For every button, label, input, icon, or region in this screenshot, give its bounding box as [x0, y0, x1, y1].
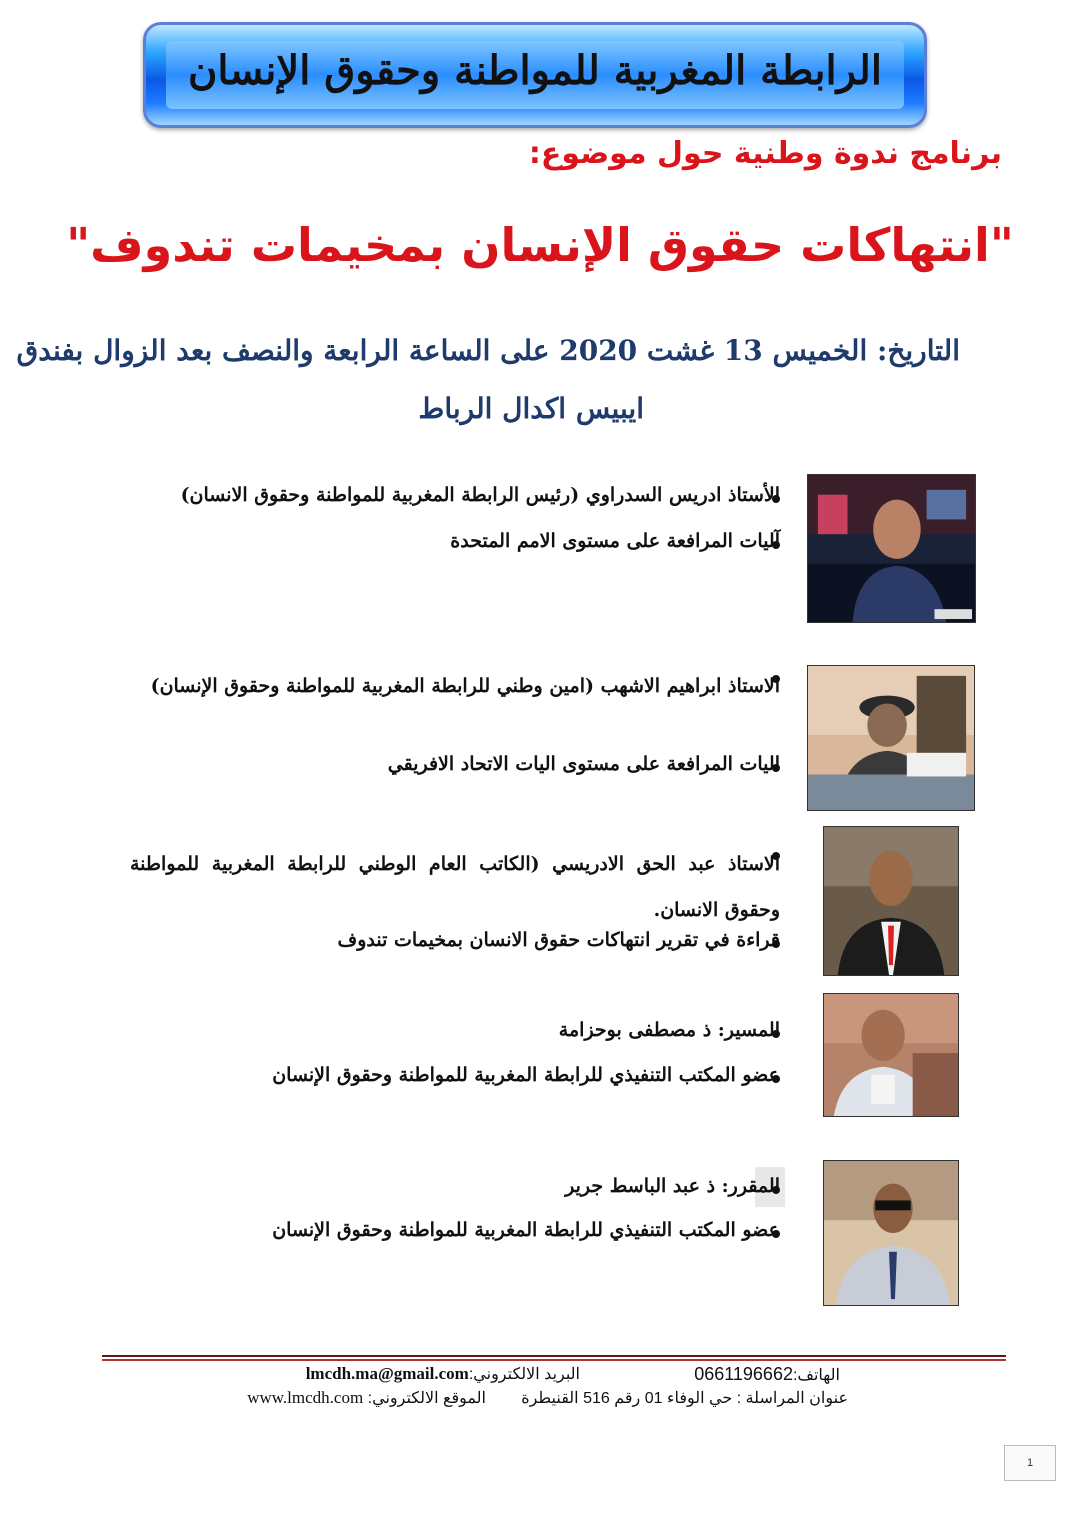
symposium-topic: "انتهاكات حقوق الإنسان بمخيمات تندوف": [66, 218, 1014, 272]
organization-title: الرابطة المغربية للمواطنة وحقوق الإنسان: [188, 47, 882, 94]
event-date-line: التاريخ: الخميس 13 غشت 2020 على الساعة الرابعة والنصف بعد الزوال بفندق: [16, 334, 960, 367]
moderator-role: عضو المكتب التنفيذي للرابطة المغربية للمواطنة وحقوق الإنسان: [272, 1064, 780, 1086]
footer-email: [306, 1364, 580, 1384]
footer-phone: [694, 1364, 840, 1385]
email-label: البريد الالكتروني:: [468, 1366, 580, 1383]
speaker-photo-icon: [808, 475, 975, 622]
event-venue-line: ايبيس اكدال الرباط: [418, 392, 644, 425]
speaker-1-photo: [807, 474, 976, 623]
speaker-photo-icon: [824, 827, 958, 975]
footer-address: [521, 1388, 848, 1408]
speaker-2-photo: [807, 665, 975, 811]
email-address[interactable]: lmcdh.ma@gmail.com: [305, 1364, 469, 1383]
header-banner: [143, 22, 927, 128]
speaker-2-topic: اليات المرافعة على مستوى اليات الاتحاد الافريقي: [387, 753, 780, 775]
speaker-photo-icon: [824, 994, 958, 1116]
speaker-3-photo: [823, 826, 959, 976]
speaker-2-name: الاستاذ ابراهيم الاشهب (امين وطني للرابطة المغربية للمواطنة وحقوق الإنسان): [150, 675, 780, 697]
footer-rule: [102, 1355, 1006, 1357]
speaker-photo-icon: [824, 1161, 958, 1305]
footer-website: [247, 1388, 486, 1408]
speaker-4-photo: [823, 993, 959, 1117]
speaker-photo-icon: [808, 666, 974, 810]
website-label: الموقع الالكتروني:: [367, 1390, 486, 1407]
speaker-1-topic: آليات المرافعة على مستوى الامم المتحدة: [450, 530, 780, 552]
rapporteur-name: المقرر: ذ عبد الباسط جرير: [565, 1175, 780, 1197]
program-subtitle: برنامج ندوة وطنية حول موضوع:: [528, 136, 1002, 171]
rapporteur-role: عضو المكتب التنفيذي للرابطة المغربية للمواطنة وحقوق الإنسان: [272, 1219, 780, 1241]
speaker-5-photo: [823, 1160, 959, 1306]
address-label: عنوان المراسلة :: [736, 1390, 848, 1407]
page-number: 1: [1004, 1445, 1056, 1481]
phone-label: الهاتف:: [792, 1367, 840, 1384]
moderator-name: المسير: ذ مصطفى بوحزامة: [558, 1019, 780, 1041]
speaker-3-topic: قراءة في تقرير انتهاكات حقوق الانسان بمخيمات تندوف: [337, 929, 780, 951]
website-url[interactable]: www.lmcdh.com: [247, 1388, 364, 1407]
speaker-1-name: الأستاذ ادريس السدراوي (رئيس الرابطة المغربية للمواطنة وحقوق الانسان): [180, 484, 780, 506]
phone-number: 0661196662: [694, 1364, 793, 1384]
footer-rule-secondary: [102, 1359, 1006, 1361]
address-value: حي الوفاء 01 رقم 516 القنيطرة: [521, 1390, 733, 1407]
speaker-3-name: الاستاذ عبد الحق الادريسي (الكاتب العام الوطني للرابطة المغربية للمواطنة وحقوق الانسان.: [130, 853, 780, 921]
